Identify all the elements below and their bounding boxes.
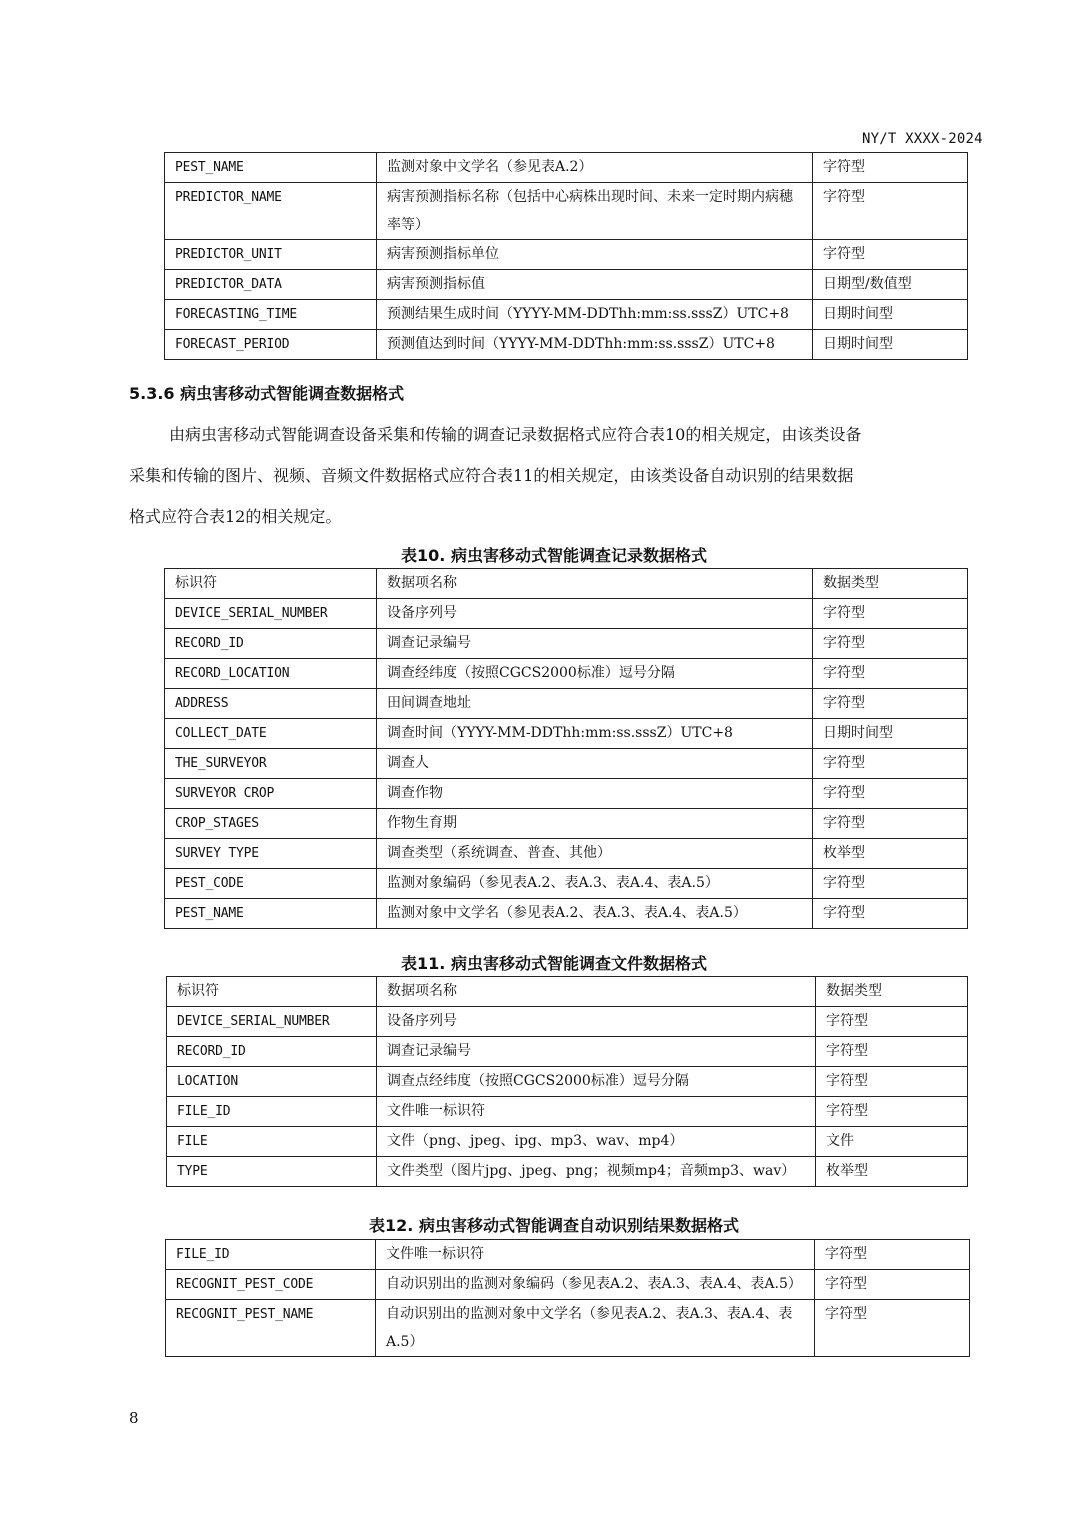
table-row [167, 1097, 968, 1127]
data-type-cell: 字符型 [815, 1240, 970, 1270]
item-name-cell: 监测对象编码（参见表A.2、表A.3、表A.4、表A.5） [377, 869, 813, 899]
data-type-cell: 日期时间型 [813, 719, 968, 749]
table-row [165, 270, 968, 300]
table-row [165, 659, 968, 689]
table11-header-row [167, 977, 968, 1007]
data-type-cell: 字符型 [813, 809, 968, 839]
item-name-cell: 调查点经纬度（按照CGCS2000标准）逗号分隔 [377, 1067, 816, 1097]
data-type-cell: 字符型 [813, 240, 968, 270]
table10-body [165, 599, 968, 929]
table-row [165, 719, 968, 749]
table10-header-row [165, 569, 968, 599]
paragraph-line-1 [129, 415, 979, 455]
paragraph-text-1: 由病虫害移动式智能调查设备采集和传输的调查记录数据格式应符合表10的相关规定，由该类设备 [169, 425, 862, 444]
item-name-cell: 调查时间（YYYY-MM-DDThh:mm:ss.sssZ）UTC+8 [377, 719, 813, 749]
data-type-cell: 字符型 [816, 1037, 968, 1067]
item-name-cell: 文件唯一标识符 [377, 1097, 816, 1127]
table-row [165, 629, 968, 659]
data-type-cell: 字符型 [816, 1097, 968, 1127]
header-item-name: 数据项名称 [377, 977, 816, 1007]
item-name-cell: 监测对象中文学名（参见表A.2） [377, 153, 813, 183]
table-row [165, 183, 968, 240]
identifier-cell: RECOGNIT_PEST_NAME [166, 1300, 376, 1357]
item-name-cell: 田间调查地址 [377, 689, 813, 719]
table-row [165, 330, 968, 360]
table-row [167, 1067, 968, 1097]
identifier-cell: FILE_ID [166, 1240, 376, 1270]
item-name-cell: 作物生育期 [377, 809, 813, 839]
data-type-cell: 字符型 [815, 1300, 970, 1357]
table-row [165, 599, 968, 629]
table-row [165, 689, 968, 719]
table10-caption: 表10. 病虫害移动式智能调查记录数据格式 [401, 546, 707, 565]
table-row [165, 899, 968, 929]
identifier-cell: PEST_NAME [165, 899, 377, 929]
data-type-cell: 字符型 [813, 689, 968, 719]
item-name-cell: 监测对象中文学名（参见表A.2、表A.3、表A.4、表A.5） [377, 899, 813, 929]
identifier-cell: RECORD_ID [165, 629, 377, 659]
identifier-cell: ADDRESS [165, 689, 377, 719]
table-row [166, 1270, 970, 1300]
identifier-cell: PEST_NAME [165, 153, 377, 183]
item-name-cell: 病害预测指标名称（包括中心病株出现时间、未来一定时期内病穗率等） [377, 183, 813, 240]
data-type-cell: 字符型 [816, 1007, 968, 1037]
data-type-cell: 字符型 [816, 1067, 968, 1097]
table-row [165, 809, 968, 839]
item-name-cell: 预测结果生成时间（YYYY-MM-DDThh:mm:ss.sssZ）UTC+8 [377, 300, 813, 330]
item-name-cell: 自动识别出的监测对象编码（参见表A.2、表A.3、表A.4、表A.5） [376, 1270, 815, 1300]
standard-number: NY/T XXXX-2024 [862, 131, 983, 147]
paragraph-line-2 [129, 456, 979, 496]
item-name-cell: 文件类型（图片jpg、jpeg、png；视频mp4；音频mp3、wav） [377, 1157, 816, 1187]
table-row [165, 153, 968, 183]
identifier-cell: FORECASTING_TIME [165, 300, 377, 330]
identifier-cell: LOCATION [167, 1067, 377, 1097]
table-row [165, 869, 968, 899]
header-item-name: 数据项名称 [377, 569, 813, 599]
table12 [165, 1239, 970, 1357]
paragraph-text-2: 采集和传输的图片、视频、音频文件数据格式应符合表11的相关规定，由该类设备自动识别的结果数据 [129, 466, 854, 485]
item-name-cell: 病害预测指标单位 [377, 240, 813, 270]
data-type-cell: 日期时间型 [813, 300, 968, 330]
header-data-type: 数据类型 [813, 569, 968, 599]
item-name-cell: 调查经纬度（按照CGCS2000标准）逗号分隔 [377, 659, 813, 689]
table11-body [167, 1007, 968, 1187]
item-name-cell: 调查类型（系统调查、普查、其他） [377, 839, 813, 869]
table-row [167, 1037, 968, 1067]
paragraph-line-3 [129, 497, 979, 537]
data-type-cell: 字符型 [813, 899, 968, 929]
header-identifier: 标识符 [165, 569, 377, 599]
data-type-cell: 文件 [816, 1127, 968, 1157]
identifier-cell: PREDICTOR_UNIT [165, 240, 377, 270]
identifier-cell: DEVICE_SERIAL_NUMBER [167, 1007, 377, 1037]
item-name-cell: 病害预测指标值 [377, 270, 813, 300]
item-name-cell: 调查作物 [377, 779, 813, 809]
identifier-cell: FILE_ID [167, 1097, 377, 1127]
header-identifier: 标识符 [167, 977, 377, 1007]
item-name-cell: 预测值达到时间（YYYY-MM-DDThh:mm:ss.sssZ）UTC+8 [377, 330, 813, 360]
identifier-cell: FORECAST_PERIOD [165, 330, 377, 360]
data-type-cell: 字符型 [813, 629, 968, 659]
table-prev-body [165, 153, 968, 360]
identifier-cell: RECORD_ID [167, 1037, 377, 1067]
identifier-cell: PREDICTOR_NAME [165, 183, 377, 240]
table12-caption: 表12. 病虫害移动式智能调查自动识别结果数据格式 [369, 1216, 739, 1235]
table-row [166, 1240, 970, 1270]
identifier-cell: FILE [167, 1127, 377, 1157]
data-type-cell: 字符型 [813, 869, 968, 899]
table10 [164, 568, 968, 929]
identifier-cell: RECOGNIT_PEST_CODE [166, 1270, 376, 1300]
paragraph-text-3: 格式应符合表12的相关规定。 [129, 507, 342, 526]
table-row [167, 1127, 968, 1157]
identifier-cell: PREDICTOR_DATA [165, 270, 377, 300]
data-type-cell: 枚举型 [816, 1157, 968, 1187]
item-name-cell: 设备序列号 [377, 599, 813, 629]
item-name-cell: 调查记录编号 [377, 629, 813, 659]
table-previous-continued [164, 152, 968, 360]
table-row [165, 240, 968, 270]
data-type-cell: 字符型 [813, 153, 968, 183]
identifier-cell: SURVEYOR CROP [165, 779, 377, 809]
identifier-cell: COLLECT_DATE [165, 719, 377, 749]
table-row [165, 779, 968, 809]
table11 [166, 976, 968, 1187]
header-data-type: 数据类型 [816, 977, 968, 1007]
data-type-cell: 日期型/数值型 [813, 270, 968, 300]
item-name-cell: 设备序列号 [377, 1007, 816, 1037]
identifier-cell: SURVEY TYPE [165, 839, 377, 869]
table-row [165, 300, 968, 330]
table-row [167, 1157, 968, 1187]
table-row [165, 749, 968, 779]
data-type-cell: 字符型 [813, 659, 968, 689]
data-type-cell: 字符型 [813, 599, 968, 629]
table-row [166, 1300, 970, 1357]
item-name-cell: 自动识别出的监测对象中文学名（参见表A.2、表A.3、表A.4、表A.5） [376, 1300, 815, 1357]
identifier-cell: DEVICE_SERIAL_NUMBER [165, 599, 377, 629]
data-type-cell: 字符型 [815, 1270, 970, 1300]
data-type-cell: 字符型 [813, 779, 968, 809]
table12-body [166, 1240, 970, 1357]
table11-caption: 表11. 病虫害移动式智能调查文件数据格式 [401, 954, 707, 973]
table-row [165, 839, 968, 869]
identifier-cell: THE_SURVEYOR [165, 749, 377, 779]
identifier-cell: PEST_CODE [165, 869, 377, 899]
data-type-cell: 枚举型 [813, 839, 968, 869]
section-heading: 5.3.6 病虫害移动式智能调查数据格式 [129, 384, 405, 403]
page-number: 8 [129, 1409, 139, 1427]
identifier-cell: RECORD_LOCATION [165, 659, 377, 689]
data-type-cell: 日期时间型 [813, 330, 968, 360]
data-type-cell: 字符型 [813, 749, 968, 779]
item-name-cell: 调查人 [377, 749, 813, 779]
identifier-cell: CROP_STAGES [165, 809, 377, 839]
table-row [167, 1007, 968, 1037]
item-name-cell: 文件（png、jpeg、ipg、mp3、wav、mp4） [377, 1127, 816, 1157]
item-name-cell: 调查记录编号 [377, 1037, 816, 1067]
item-name-cell: 文件唯一标识符 [376, 1240, 815, 1270]
identifier-cell: TYPE [167, 1157, 377, 1187]
data-type-cell: 字符型 [813, 183, 968, 240]
